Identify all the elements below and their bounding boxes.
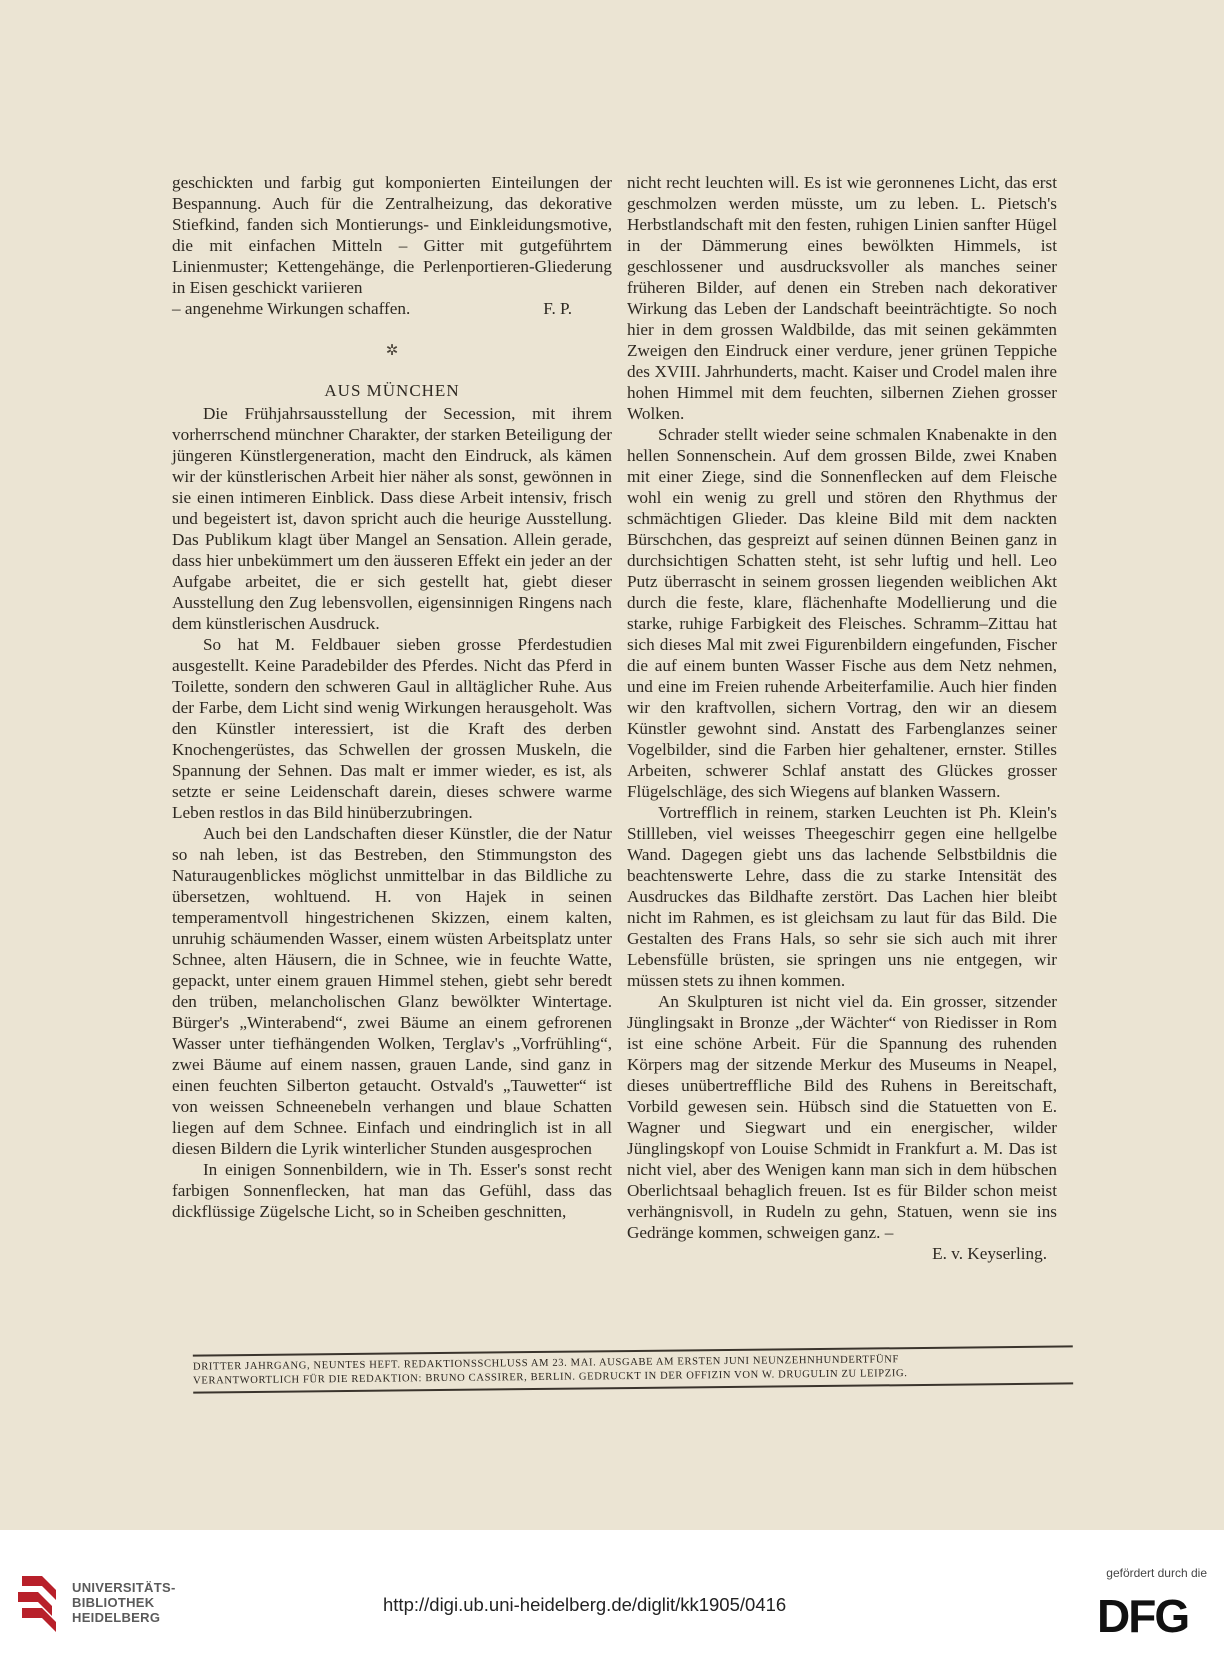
viewer-footer-bar: [0, 1530, 1224, 1677]
logo-text-line: HEIDELBERG: [72, 1609, 161, 1625]
paragraph: geschickten und farbig gut komponierten Einteilungen der Bespannung. Auch für die Zentralheizung, das dekorative Stiefkind, fanden sich Montierungs- und Einkleidungsmotive, die mit einfachen Mitteln – Gitter mit gutgeführtem Linienmuster; Kettengehänge, die Perlenportieren-Gliederung in Eisen geschickt variieren: [172, 173, 612, 297]
library-emblem-icon: [12, 1570, 64, 1634]
right-column: [627, 172, 1057, 1264]
paragraph: So hat M. Feldbauer sieben grosse Pferdestudien ausgestellt. Keine Paradebilder des Pferdes. Nicht das Pferd in Toilette, sondern den schweren Gaul in alltäglicher Ruhe. Aus der Farbe, dem Licht sind wenig Wirkungen herausgeholt. Was den Künstler interessiert, ist die Kraft des derben Knochengerüstes, das Schwellen der grossen Muskeln, die Spannung der Sehnen. Das malt er immer wieder, es ist, als setzte er seine Leidenschaft darein, dieses schwere warme Leben restlos in das Bild hinüberzubringen.: [172, 635, 612, 822]
paragraph: Die Frühjahrsausstellung der Secession, mit ihrem vorherrschend münchner Charakter, der starken Beteiligung der jüngeren Künstlergeneration, macht den Eindruck, als kämen wir der künstlerischen Arbeit hier näher als sonst, gewönnen in sie einen intimeren Einblick. Dass diese Arbeit intensiv, frisch und begeistert ist, davon spricht auch die heurige Ausstellung. Das Publikum klagt über Mangel an Sensation. Allein gerade, dass hier unbekümmert um den äusseren Effekt ein jeder an der Aufgabe arbeitet, die er sich gestellt hat, giebt dieser Ausstellung den Zug lebensvollen, eigensinnigen Ringens nach dem künstlerischen Ausdruck.: [172, 404, 612, 633]
paragraph: Vortrefflich in reinem, starken Leuchten ist Ph. Klein's Stillleben, viel weisses Theegeschirr gegen eine hellgelbe Wand. Dagegen giebt uns das lachende Selbstbildnis die beachtenswerte Lehre, dass die zu starke Intensität des Ausdruckes das Bildhafte zerstört. Das Lachen hier bleibt nicht im Rahmen, es ist gleichsam zu laut für das Bild. Die Gestalten des Frans Hals, so sehr sie sich auch mit ihrer Lebensfülle brüsten, sie springen uns nie entgegen, wir müssen stets zu ihnen kommen.: [627, 803, 1057, 990]
paragraph: Auch bei den Landschaften dieser Künstler, die der Natur so nah leben, ist das Bestreben, den Stimmungston des Naturaugenblickes möglichst unmittelbar in das Bildliche zu übersetzen, wohltuend. H. von Hajek in seinen temperamentvoll hingestrichenen Skizzen, einem kalten, unruhig schäumenden Wasser, einem wüsten Arbeitsplatz unter Schnee, alten Häusern, die in Schnee, wie in feuchte Watte, gepackt, unter einem grauen Himmel stehen, giebt sehr beredt den trüben, melancholischen Glanz bewölkter Wintertage. Bürger's „Winterabend“, zwei Bäume an einem gefrorenen Wasser unter tiefhängenden Wolken, Terglav's „Vorfrühling“, zwei Bäume auf einem nassen, grauen Lande, sind ganz in einen feuchten Silberton getaucht. Ostvald's „Tauwetter“ ist von weissen Schneenebeln verhangen und blaue Schatten liegen auf dem Schnee. Einfach und eindringlich ist in all diesen Bildern die Lyrik winterlicher Stunden ausgesprochen: [172, 824, 612, 1158]
imprint-line: DRITTER JAHRGANG, NEUNTES HEFT. REDAKTIONSSCHLUSS AM 23. MAI. AUSGABE AM ERSTEN JUNI NEUNZEHNHUNDERTFÜNF: [192, 1354, 900, 1373]
imprint-line: VERANTWORTLICH FÜR DIE REDAKTION: BRUNO CASSIRER, BERLIN. GEDRUCKT IN DER OFFIZIN VON W. DRUGULIN ZU LEIPZIG.: [193, 1368, 908, 1387]
paragraph: In einigen Sonnenbildern, wie in Th. Esser's sonst recht farbigen Sonnenflecken, hat man das Gefühl, dass das dickflüssige Zügelsche Licht, so in Scheiben geschnitten,: [172, 1160, 612, 1221]
section-separator-ornament: ✲: [385, 343, 399, 359]
sponsor-block: [1097, 1566, 1207, 1636]
sponsor-label: gefördert durch die: [1106, 1566, 1207, 1580]
dfg-logo-icon[interactable]: [1097, 1594, 1207, 1636]
paragraph-tail-text: – angenehme Wirkungen schaffen.: [172, 299, 411, 318]
paragraph-tail: [172, 298, 612, 319]
paragraph: Schrader stellt wieder seine schmalen Knabenakte in den hellen Sonnenschein. Auf dem grossen Bilde, zwei Knaben mit einer Ziege, sind die Sonnenflecken auf dem Fleische wohl ein wenig zu grell und stören den Rhythmus der schmächtigen Glieder. Das kleine Bild mit dem nackten Bürschchen, das gespreizt auf seinen dünnen Beinen ganz in durchsichtigen Schatten steht, ist sehr luftig und hell. Leo Putz überrascht in seinem grossen liegenden weiblichen Akt durch die feste, klare, flächenhafte Modellierung und die starke, ruhige Farbigkeit des Fleisches. Schramm–Zittau hat sich dieses Mal mit zwei Figurenbildern eingefunden, Fischer die auf einem bunten Wasser Fische aus dem Netz nehmen, und eine im Freien ruhende Arbeiterfamilie. Auch hier finden wir den kraftvollen, sichern Vortrag, den wir an diesem Künstler gewohnt sind. Anstatt des Farbenglanzes seiner Vogelbilder, sind die Farben hier gehaltener, ernster. Stilles Arbeiten, schwerer Schlaf anstatt des Glückes grosser Flügelschläge, des sich Wiegens auf blanken Wassern.: [627, 425, 1057, 801]
logo-text-line: UNIVERSITÄTS-: [72, 1579, 176, 1595]
author-signature: E. v. Keyserling.: [932, 1244, 1047, 1263]
left-column: [172, 172, 612, 1222]
imprint-footer: [193, 1345, 1073, 1393]
library-logo[interactable]: [12, 1570, 176, 1634]
paragraph: An Skulpturen ist nicht viel da. Ein grosser, sitzender Jünglingsakt in Bronze „der Wächter“ von Riedisser in Rom ist eine schöne Arbeit. Für die Spannung des ruhenden Körpers mag der sitzende Merkur des Museums in Neapel, dieses unübertreffliche Bild des Ruhens in Bereitschaft, Vorbild gewesen sein. Hübsch sind die Statuetten von E. Wagner und Siegwart und ein energischer, wilder Jünglingskopf von Louise Schmidt in Frankfurt a. M. Das ist nicht viel, aber des Wenigen kann man sich in dem hübschen Oberlichtsaal behaglich freuen. Ist es für Bilder schon meist verhängnisvoll, in Rudeln zu gehn, Statuen, wenn sie ins Gedränge kommen, schweigen ganz. –: [627, 992, 1057, 1242]
logo-text-line: BIBLIOTHEK: [72, 1594, 155, 1610]
dfg-logo-text: DFG: [1097, 1594, 1189, 1636]
paragraph: nicht recht leuchten will. Es ist wie geronnenes Licht, das erst geschmolzen werden müsste, um zu leben. L. Pietsch's Herbstlandschaft mit den festen, ruhigen Linien sanfter Hügel in der Dämmerung eines bewölkten Himmels, ist geschlossener und ausdrucksvoller als manches seiner früheren Bilder, auf denen ein Streben nach dekorativer Wirkung das Leben der Landschaft beeinträchtigte. So noch hier in dem grossen Waldbilde, das mit seinen gekämmten Zweigen den Eindruck einer verdure, jener grünen Teppiche des XVIII. Jahrhunderts, macht. Kaiser und Crodel malen ihre hohen Himmel mit dem feuchten, silbernen Ziehen grosser Wolken.: [627, 173, 1057, 423]
library-logo-text: [72, 1580, 176, 1625]
author-initials: F. P.: [543, 299, 572, 318]
permalink-url[interactable]: http://digi.ub.uni-heidelberg.de/diglit/kk1905/0416: [383, 1594, 787, 1615]
article-heading: AUS MÜNCHEN: [324, 381, 460, 400]
